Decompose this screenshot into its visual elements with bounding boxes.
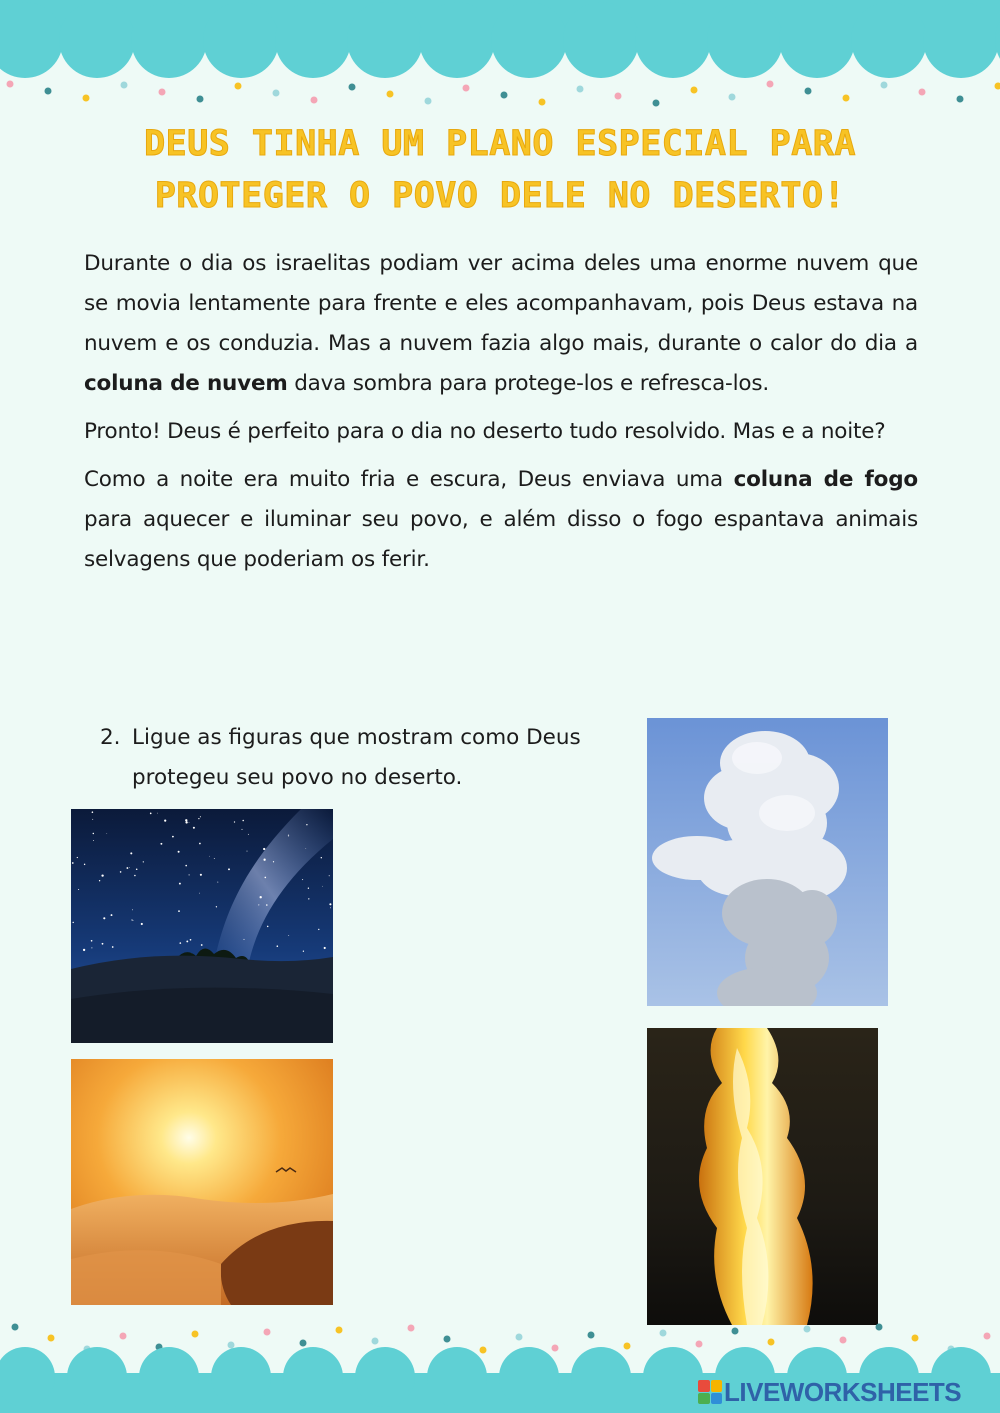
question-2 — [100, 718, 645, 798]
paragraph-2: Pronto! Deus é perfeito para o dia no deserto tudo resolvido. Mas e a noite? — [84, 419, 886, 444]
sunny-desert-image[interactable] — [71, 1059, 333, 1305]
logo-square-2 — [711, 1380, 723, 1392]
bold-cloud-column: coluna de nuvem — [84, 371, 288, 396]
logo-square-3 — [698, 1393, 710, 1405]
title-line-2: PROTEGER O POVO DELE NO DESERTO! — [154, 176, 846, 216]
logo-square-4 — [711, 1393, 723, 1405]
bold-fire-column: coluna de fogo — [733, 467, 918, 492]
liveworksheets-brand — [698, 1374, 961, 1410]
night-desert-image[interactable] — [71, 809, 333, 1043]
brand-name: LIVEWORKSHEETS — [724, 1376, 962, 1407]
question-text: Ligue as figuras que mostram como Deus protegeu seu povo no deserto. — [132, 725, 581, 790]
paragraph-3: Como a noite era muito fria e escura, Deus enviava uma coluna de fogo para aquecer e iluminar seu povo, e além disso o fogo espantava animais selvagens que poderiam os ferir. — [84, 467, 918, 572]
cloud-column-icon — [647, 718, 888, 1006]
paragraph-1: Durante o dia os israelitas podiam ver acima deles uma enorme nuvem que se movia lentamente para frente e eles acompanhavam, pois Deus estava na nuvem e os conduzia. Mas a nuvem fazia algo mais, durante o calor do dia a coluna de nuvem dava sombra para protege-los e refresca-los. — [84, 251, 918, 396]
title-line-1: DEUS TINHA UM PLANO ESPECIAL PARA — [144, 124, 856, 164]
fire-column-icon — [647, 1028, 878, 1325]
question-number: 2. — [100, 725, 121, 750]
page-title — [100, 118, 900, 222]
reading-text — [84, 244, 918, 588]
liveworksheets-logo-icon — [698, 1380, 722, 1404]
fire-column-image[interactable] — [647, 1028, 878, 1325]
sunny-desert-icon — [71, 1059, 333, 1305]
cloud-column-image[interactable] — [647, 718, 888, 1006]
top-scalloped-border — [0, 0, 1000, 110]
logo-square-1 — [698, 1380, 710, 1392]
night-desert-icon — [71, 809, 333, 1043]
